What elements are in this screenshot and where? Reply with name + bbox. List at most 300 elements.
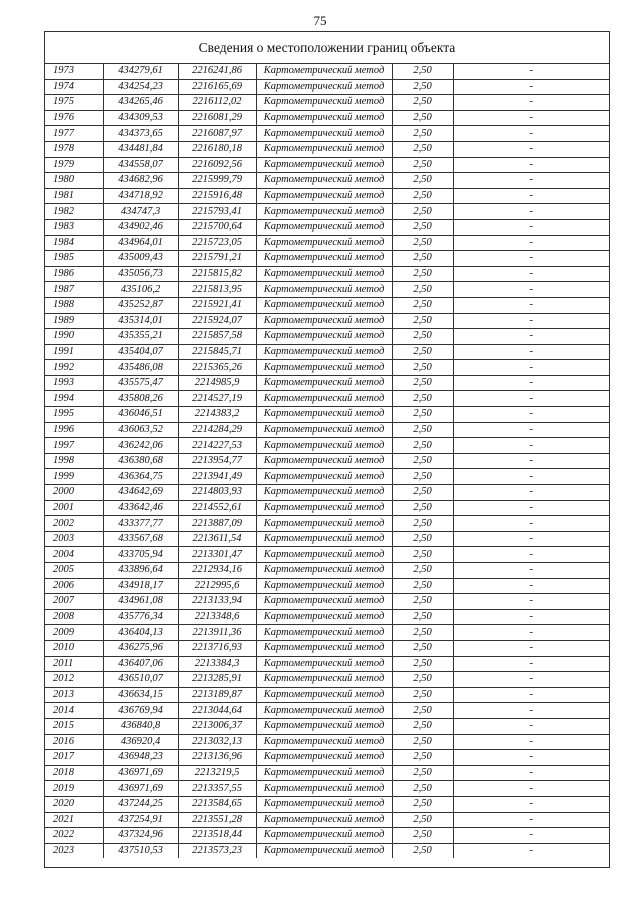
y-coordinate-cell: 2214803,93 [178,485,256,501]
description-cell: - [453,594,609,610]
point-number-cell: 1997 [45,438,103,454]
point-number-cell: 1989 [45,313,103,329]
table-row [45,453,609,469]
point-number-cell: 1984 [45,235,103,251]
y-coordinate-cell: 2215857,58 [178,329,256,345]
description-cell: - [453,297,609,313]
y-coordinate-cell: 2215791,21 [178,251,256,267]
accuracy-cell: 2,50 [392,547,453,563]
method-cell: Картометрический метод [256,204,392,220]
x-coordinate-cell: 434718,92 [103,188,178,204]
point-number-cell: 1996 [45,422,103,438]
method-cell: Картометрический метод [256,781,392,797]
description-cell: - [453,563,609,579]
description-cell: - [453,64,609,79]
method-cell: Картометрический метод [256,141,392,157]
table-row [45,609,609,625]
description-cell: - [453,110,609,126]
method-cell: Картометрический метод [256,531,392,547]
table-row [45,375,609,391]
x-coordinate-cell: 434309,53 [103,110,178,126]
description-cell: - [453,843,609,858]
description-cell: - [453,734,609,750]
description-cell: - [453,656,609,672]
accuracy-cell: 2,50 [392,703,453,719]
x-coordinate-cell: 434642,69 [103,485,178,501]
description-cell: - [453,812,609,828]
method-cell: Картометрический метод [256,656,392,672]
description-cell: - [453,609,609,625]
description-cell: - [453,469,609,485]
description-cell: - [453,718,609,734]
point-number-cell: 1977 [45,126,103,142]
x-coordinate-cell: 435575,47 [103,375,178,391]
table-row [45,672,609,688]
description-cell: - [453,531,609,547]
table-row [45,828,609,844]
x-coordinate-cell: 436407,06 [103,656,178,672]
x-coordinate-cell: 436634,15 [103,687,178,703]
description-cell: - [453,173,609,189]
x-coordinate-cell: 436920,4 [103,734,178,750]
x-coordinate-cell: 436948,23 [103,750,178,766]
x-coordinate-cell: 437324,96 [103,828,178,844]
accuracy-cell: 2,50 [392,453,453,469]
accuracy-cell: 2,50 [392,843,453,858]
point-number-cell: 1980 [45,173,103,189]
accuracy-cell: 2,50 [392,329,453,345]
x-coordinate-cell: 434481,84 [103,141,178,157]
method-cell: Картометрический метод [256,95,392,111]
accuracy-cell: 2,50 [392,360,453,376]
method-cell: Картометрический метод [256,329,392,345]
description-cell: - [453,640,609,656]
y-coordinate-cell: 2214227,53 [178,438,256,454]
table-row [45,594,609,610]
point-number-cell: 2005 [45,563,103,579]
point-number-cell: 1973 [45,64,103,79]
accuracy-cell: 2,50 [392,188,453,204]
description-cell: - [453,266,609,282]
y-coordinate-cell: 2213584,65 [178,796,256,812]
x-coordinate-cell: 433377,77 [103,516,178,532]
description-cell: - [453,796,609,812]
table-row [45,157,609,173]
method-cell: Картометрический метод [256,609,392,625]
accuracy-cell: 2,50 [392,812,453,828]
point-number-cell: 2007 [45,594,103,610]
x-coordinate-cell: 435009,43 [103,251,178,267]
point-number-cell: 1981 [45,188,103,204]
accuracy-cell: 2,50 [392,609,453,625]
description-cell: - [453,672,609,688]
table-row [45,110,609,126]
point-number-cell: 2019 [45,781,103,797]
description-cell: - [453,781,609,797]
x-coordinate-cell: 436510,07 [103,672,178,688]
table-row [45,391,609,407]
accuracy-cell: 2,50 [392,407,453,423]
x-coordinate-cell: 435486,08 [103,360,178,376]
y-coordinate-cell: 2213285,91 [178,672,256,688]
x-coordinate-cell: 434558,07 [103,157,178,173]
point-number-cell: 2004 [45,547,103,563]
x-coordinate-cell: 433567,68 [103,531,178,547]
method-cell: Картометрический метод [256,687,392,703]
x-coordinate-cell: 436769,94 [103,703,178,719]
point-number-cell: 2008 [45,609,103,625]
method-cell: Картометрический метод [256,672,392,688]
y-coordinate-cell: 2213189,87 [178,687,256,703]
description-cell: - [453,251,609,267]
table-row [45,360,609,376]
y-coordinate-cell: 2215845,71 [178,344,256,360]
table-body [45,64,609,858]
y-coordinate-cell: 2213219,5 [178,765,256,781]
method-cell: Картометрический метод [256,625,392,641]
x-coordinate-cell: 437244,25 [103,796,178,812]
point-number-cell: 1983 [45,219,103,235]
accuracy-cell: 2,50 [392,656,453,672]
point-number-cell: 2006 [45,578,103,594]
accuracy-cell: 2,50 [392,438,453,454]
accuracy-cell: 2,50 [392,375,453,391]
x-coordinate-cell: 436046,51 [103,407,178,423]
y-coordinate-cell: 2214985,9 [178,375,256,391]
method-cell: Картометрический метод [256,157,392,173]
method-cell: Картометрический метод [256,188,392,204]
y-coordinate-cell: 2216112,02 [178,95,256,111]
accuracy-cell: 2,50 [392,422,453,438]
x-coordinate-cell: 434918,17 [103,578,178,594]
x-coordinate-cell: 436275,96 [103,640,178,656]
x-coordinate-cell: 434747,3 [103,204,178,220]
description-cell: - [453,329,609,345]
x-coordinate-cell: 435314,01 [103,313,178,329]
x-coordinate-cell: 434254,23 [103,79,178,95]
point-number-cell: 1992 [45,360,103,376]
point-number-cell: 2011 [45,656,103,672]
y-coordinate-cell: 2213611,54 [178,531,256,547]
description-cell: - [453,391,609,407]
table-row [45,438,609,454]
point-number-cell: 2000 [45,485,103,501]
y-coordinate-cell: 2213357,55 [178,781,256,797]
y-coordinate-cell: 2216081,29 [178,110,256,126]
accuracy-cell: 2,50 [392,672,453,688]
y-coordinate-cell: 2215793,41 [178,204,256,220]
point-number-cell: 1999 [45,469,103,485]
table-row [45,718,609,734]
y-coordinate-cell: 2216241,86 [178,64,256,79]
table-row [45,95,609,111]
y-coordinate-cell: 2216087,97 [178,126,256,142]
description-cell: - [453,282,609,298]
y-coordinate-cell: 2215999,79 [178,173,256,189]
description-cell: - [453,828,609,844]
y-coordinate-cell: 2213551,28 [178,812,256,828]
point-number-cell: 1990 [45,329,103,345]
table-row [45,344,609,360]
y-coordinate-cell: 2213573,23 [178,843,256,858]
table-row [45,173,609,189]
table-row [45,204,609,220]
accuracy-cell: 2,50 [392,640,453,656]
accuracy-cell: 2,50 [392,531,453,547]
method-cell: Картометрический метод [256,750,392,766]
table-row [45,640,609,656]
x-coordinate-cell: 434373,65 [103,126,178,142]
point-number-cell: 2012 [45,672,103,688]
table-row [45,516,609,532]
table-row [45,407,609,423]
accuracy-cell: 2,50 [392,204,453,220]
method-cell: Картометрический метод [256,828,392,844]
method-cell: Картометрический метод [256,469,392,485]
table-row [45,812,609,828]
y-coordinate-cell: 2215815,82 [178,266,256,282]
accuracy-cell: 2,50 [392,578,453,594]
y-coordinate-cell: 2213136,96 [178,750,256,766]
method-cell: Картометрический метод [256,765,392,781]
y-coordinate-cell: 2213348,6 [178,609,256,625]
method-cell: Картометрический метод [256,282,392,298]
method-cell: Картометрический метод [256,453,392,469]
point-number-cell: 2013 [45,687,103,703]
point-number-cell: 1993 [45,375,103,391]
method-cell: Картометрический метод [256,594,392,610]
y-coordinate-cell: 2214552,61 [178,500,256,516]
y-coordinate-cell: 2214284,29 [178,422,256,438]
method-cell: Картометрический метод [256,219,392,235]
method-cell: Картометрический метод [256,547,392,563]
table-row [45,703,609,719]
point-number-cell: 2003 [45,531,103,547]
x-coordinate-cell: 435404,07 [103,344,178,360]
table-row [45,578,609,594]
y-coordinate-cell: 2213911,36 [178,625,256,641]
x-coordinate-cell: 433642,46 [103,500,178,516]
x-coordinate-cell: 435252,87 [103,297,178,313]
point-number-cell: 2021 [45,812,103,828]
method-cell: Картометрический метод [256,485,392,501]
accuracy-cell: 2,50 [392,344,453,360]
y-coordinate-cell: 2215365,26 [178,360,256,376]
description-cell: - [453,750,609,766]
method-cell: Картометрический метод [256,173,392,189]
method-cell: Картометрический метод [256,578,392,594]
y-coordinate-cell: 2216180,18 [178,141,256,157]
description-cell: - [453,126,609,142]
y-coordinate-cell: 2212995,6 [178,578,256,594]
point-number-cell: 2018 [45,765,103,781]
y-coordinate-cell: 2213032,13 [178,734,256,750]
accuracy-cell: 2,50 [392,391,453,407]
x-coordinate-cell: 437254,91 [103,812,178,828]
x-coordinate-cell: 434682,96 [103,173,178,189]
description-cell: - [453,157,609,173]
accuracy-cell: 2,50 [392,485,453,501]
table-row [45,656,609,672]
method-cell: Картометрический метод [256,703,392,719]
point-number-cell: 1994 [45,391,103,407]
accuracy-cell: 2,50 [392,79,453,95]
method-cell: Картометрический метод [256,344,392,360]
x-coordinate-cell: 433896,64 [103,563,178,579]
x-coordinate-cell: 435355,21 [103,329,178,345]
table-caption: Сведения о местоположении границ объекта [45,32,609,64]
point-number-cell: 1978 [45,141,103,157]
description-cell: - [453,219,609,235]
table-row [45,126,609,142]
description-cell: - [453,95,609,111]
description-cell: - [453,235,609,251]
point-number-cell: 2017 [45,750,103,766]
table-row [45,329,609,345]
y-coordinate-cell: 2213716,93 [178,640,256,656]
description-cell: - [453,578,609,594]
table-row [45,219,609,235]
method-cell: Картометрический метод [256,812,392,828]
accuracy-cell: 2,50 [392,95,453,111]
boundary-coordinates-table [45,64,609,858]
method-cell: Картометрический метод [256,718,392,734]
y-coordinate-cell: 2215813,95 [178,282,256,298]
point-number-cell: 2010 [45,640,103,656]
point-number-cell: 2001 [45,500,103,516]
point-number-cell: 2016 [45,734,103,750]
point-number-cell: 1991 [45,344,103,360]
table-row [45,563,609,579]
accuracy-cell: 2,50 [392,64,453,79]
description-cell: - [453,453,609,469]
description-cell: - [453,344,609,360]
accuracy-cell: 2,50 [392,126,453,142]
y-coordinate-cell: 2215723,05 [178,235,256,251]
description-cell: - [453,204,609,220]
method-cell: Картометрический метод [256,640,392,656]
accuracy-cell: 2,50 [392,828,453,844]
description-cell: - [453,360,609,376]
method-cell: Картометрический метод [256,266,392,282]
method-cell: Картометрический метод [256,843,392,858]
accuracy-cell: 2,50 [392,157,453,173]
accuracy-cell: 2,50 [392,750,453,766]
table-row [45,765,609,781]
point-number-cell: 1995 [45,407,103,423]
boundary-table-frame [44,31,610,868]
method-cell: Картометрический метод [256,438,392,454]
accuracy-cell: 2,50 [392,297,453,313]
x-coordinate-cell: 436063,52 [103,422,178,438]
accuracy-cell: 2,50 [392,796,453,812]
table-row [45,251,609,267]
table-row [45,141,609,157]
method-cell: Картометрический метод [256,407,392,423]
description-cell: - [453,765,609,781]
accuracy-cell: 2,50 [392,516,453,532]
point-number-cell: 2014 [45,703,103,719]
accuracy-cell: 2,50 [392,173,453,189]
description-cell: - [453,188,609,204]
description-cell: - [453,485,609,501]
description-cell: - [453,313,609,329]
x-coordinate-cell: 436971,69 [103,765,178,781]
y-coordinate-cell: 2213887,09 [178,516,256,532]
y-coordinate-cell: 2213044,64 [178,703,256,719]
accuracy-cell: 2,50 [392,251,453,267]
method-cell: Картометрический метод [256,126,392,142]
table-row [45,625,609,641]
accuracy-cell: 2,50 [392,718,453,734]
y-coordinate-cell: 2215924,07 [178,313,256,329]
x-coordinate-cell: 436380,68 [103,453,178,469]
point-number-cell: 2015 [45,718,103,734]
table-row [45,796,609,812]
accuracy-cell: 2,50 [392,625,453,641]
accuracy-cell: 2,50 [392,110,453,126]
point-number-cell: 2020 [45,796,103,812]
description-cell: - [453,141,609,157]
table-row [45,235,609,251]
table-row [45,297,609,313]
table-row [45,843,609,858]
method-cell: Картометрический метод [256,297,392,313]
point-number-cell: 2023 [45,843,103,858]
description-cell: - [453,438,609,454]
x-coordinate-cell: 436971,69 [103,781,178,797]
x-coordinate-cell: 434902,46 [103,219,178,235]
table-row [45,500,609,516]
y-coordinate-cell: 2213006,37 [178,718,256,734]
table-row [45,734,609,750]
accuracy-cell: 2,50 [392,141,453,157]
x-coordinate-cell: 436840,8 [103,718,178,734]
method-cell: Картометрический метод [256,110,392,126]
point-number-cell: 2002 [45,516,103,532]
description-cell: - [453,375,609,391]
method-cell: Картометрический метод [256,500,392,516]
table-row [45,188,609,204]
x-coordinate-cell: 434961,08 [103,594,178,610]
y-coordinate-cell: 2213954,77 [178,453,256,469]
y-coordinate-cell: 2214383,2 [178,407,256,423]
method-cell: Картометрический метод [256,734,392,750]
accuracy-cell: 2,50 [392,219,453,235]
y-coordinate-cell: 2215921,41 [178,297,256,313]
x-coordinate-cell: 435106,2 [103,282,178,298]
point-number-cell: 1986 [45,266,103,282]
accuracy-cell: 2,50 [392,266,453,282]
method-cell: Картометрический метод [256,235,392,251]
method-cell: Картометрический метод [256,516,392,532]
y-coordinate-cell: 2213518,44 [178,828,256,844]
y-coordinate-cell: 2213941,49 [178,469,256,485]
x-coordinate-cell: 436242,06 [103,438,178,454]
x-coordinate-cell: 437510,53 [103,843,178,858]
table-row [45,79,609,95]
accuracy-cell: 2,50 [392,687,453,703]
description-cell: - [453,422,609,438]
table-row [45,781,609,797]
point-number-cell: 2009 [45,625,103,641]
page-number: 75 [313,13,327,28]
y-coordinate-cell: 2212934,16 [178,563,256,579]
x-coordinate-cell: 433705,94 [103,547,178,563]
y-coordinate-cell: 2215700,64 [178,219,256,235]
point-number-cell: 1987 [45,282,103,298]
description-cell: - [453,500,609,516]
